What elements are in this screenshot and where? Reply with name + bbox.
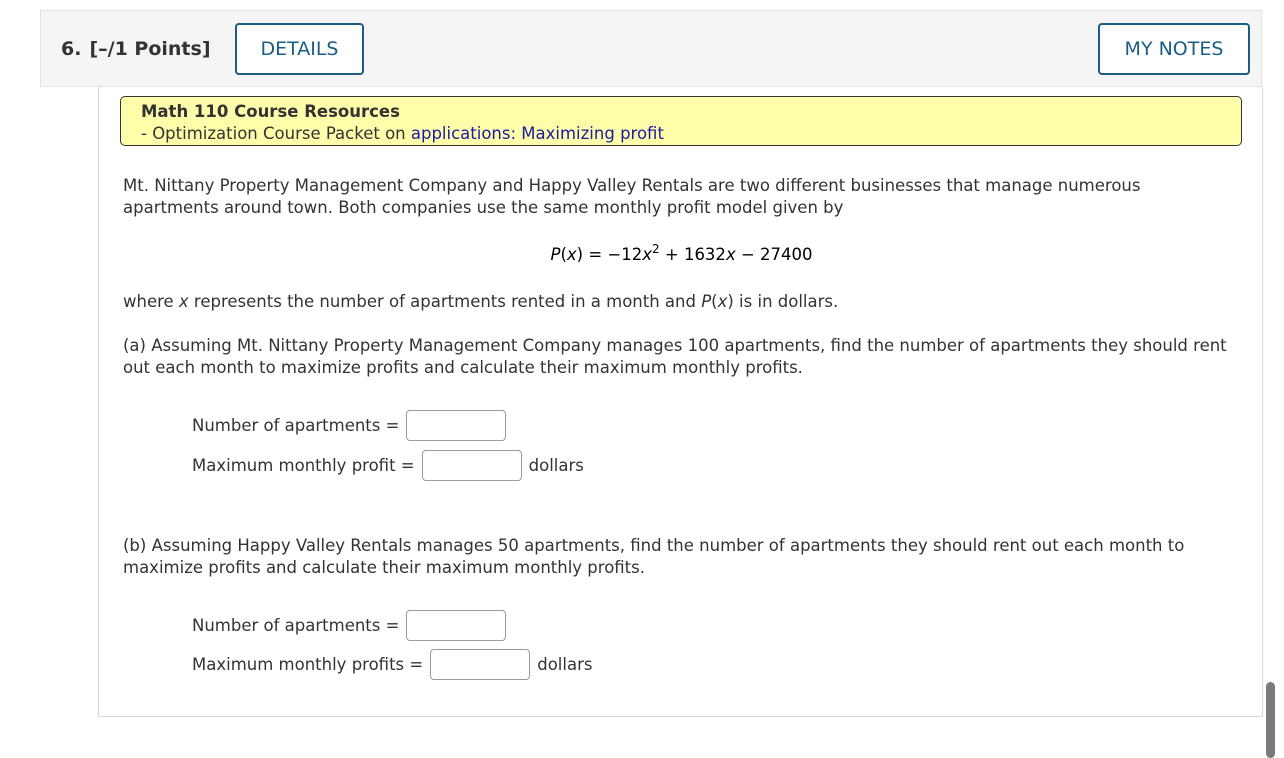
part-a-prompt: (a) Assuming Mt. Nittany Property Management Company manages 100 apartments, find the number of apartments they should rent out each month to maximize profits and calculate their maximum monthly profits.: [123, 336, 1227, 377]
part-b-apartments-input[interactable]: [406, 610, 506, 641]
where-function-variable: x: [717, 292, 728, 311]
resources-line-prefix: - Optimization Course Packet on: [141, 124, 411, 143]
part-b-prompt: (b) Assuming Happy Valley Rentals manages 50 apartments, find the number of apartments they should rent out each month to maximize profits and calculate their maximum monthly profits.: [123, 536, 1185, 577]
formula-part-3: − 27400: [735, 245, 813, 264]
resources-title: Math 110 Course Resources: [141, 102, 400, 121]
formula-part-2: + 1632: [659, 245, 726, 264]
where-function: P: [701, 292, 712, 311]
points-label: [–/1 Points]: [89, 38, 211, 60]
maximizing-profit-link[interactable]: applications: Maximizing profit: [410, 124, 664, 143]
question-header: [40, 10, 1262, 87]
details-button[interactable]: DETAILS: [235, 23, 364, 75]
resources-line: [141, 123, 1241, 145]
profit-formula: $P(x) = -12x^2 + 1632x - 27400$: [550, 242, 813, 264]
part-b-profit-input[interactable]: [430, 649, 530, 680]
part-a-apartments-row: [192, 409, 506, 441]
formula-exponent: 2: [651, 242, 660, 256]
question-number: 6.: [61, 38, 82, 60]
formula-part-1: = −12: [583, 245, 643, 264]
question-heading: [61, 38, 211, 60]
formula-variable: x: [566, 245, 577, 264]
page-scrollbar-thumb[interactable]: [1266, 682, 1275, 758]
part-b-profit-row: [192, 648, 592, 680]
part-b-profit-unit: dollars: [537, 654, 593, 674]
part-b-profit-label: Maximum monthly profits =: [192, 654, 424, 674]
part-a-profit-label: Maximum monthly profit =: [192, 455, 415, 475]
part-a-profit-unit: dollars: [528, 455, 584, 475]
question-body: [98, 87, 1263, 717]
where-text-b: represents the number of apartments rented in a month and: [188, 292, 702, 311]
variable-definition: where x represents the number of apartments rented in a month and P(x) is in dollars.: [123, 292, 839, 311]
part-a-profit-row: [192, 449, 584, 481]
formula-variable-squared: x: [642, 245, 652, 264]
formula-variable-linear: x: [725, 245, 736, 264]
my-notes-button[interactable]: MY NOTES: [1098, 23, 1250, 75]
part-b-apartments-label: Number of apartments =: [192, 615, 400, 635]
where-variable: x: [178, 292, 189, 311]
problem-intro: Mt. Nittany Property Management Company and Happy Valley Rentals are two different businesses that manage numerous apartments around town. Both companies use the same monthly profit model given by: [123, 176, 1141, 217]
part-a-profit-input[interactable]: [422, 450, 522, 481]
where-text-c: is in dollars.: [733, 292, 839, 311]
where-text-a: where: [123, 292, 179, 311]
part-b-apartments-row: [192, 609, 506, 641]
formula-function: P: [550, 245, 561, 264]
course-resources-box: [120, 96, 1242, 146]
part-a-apartments-label: Number of apartments =: [192, 415, 400, 435]
part-a-apartments-input[interactable]: [406, 410, 506, 441]
